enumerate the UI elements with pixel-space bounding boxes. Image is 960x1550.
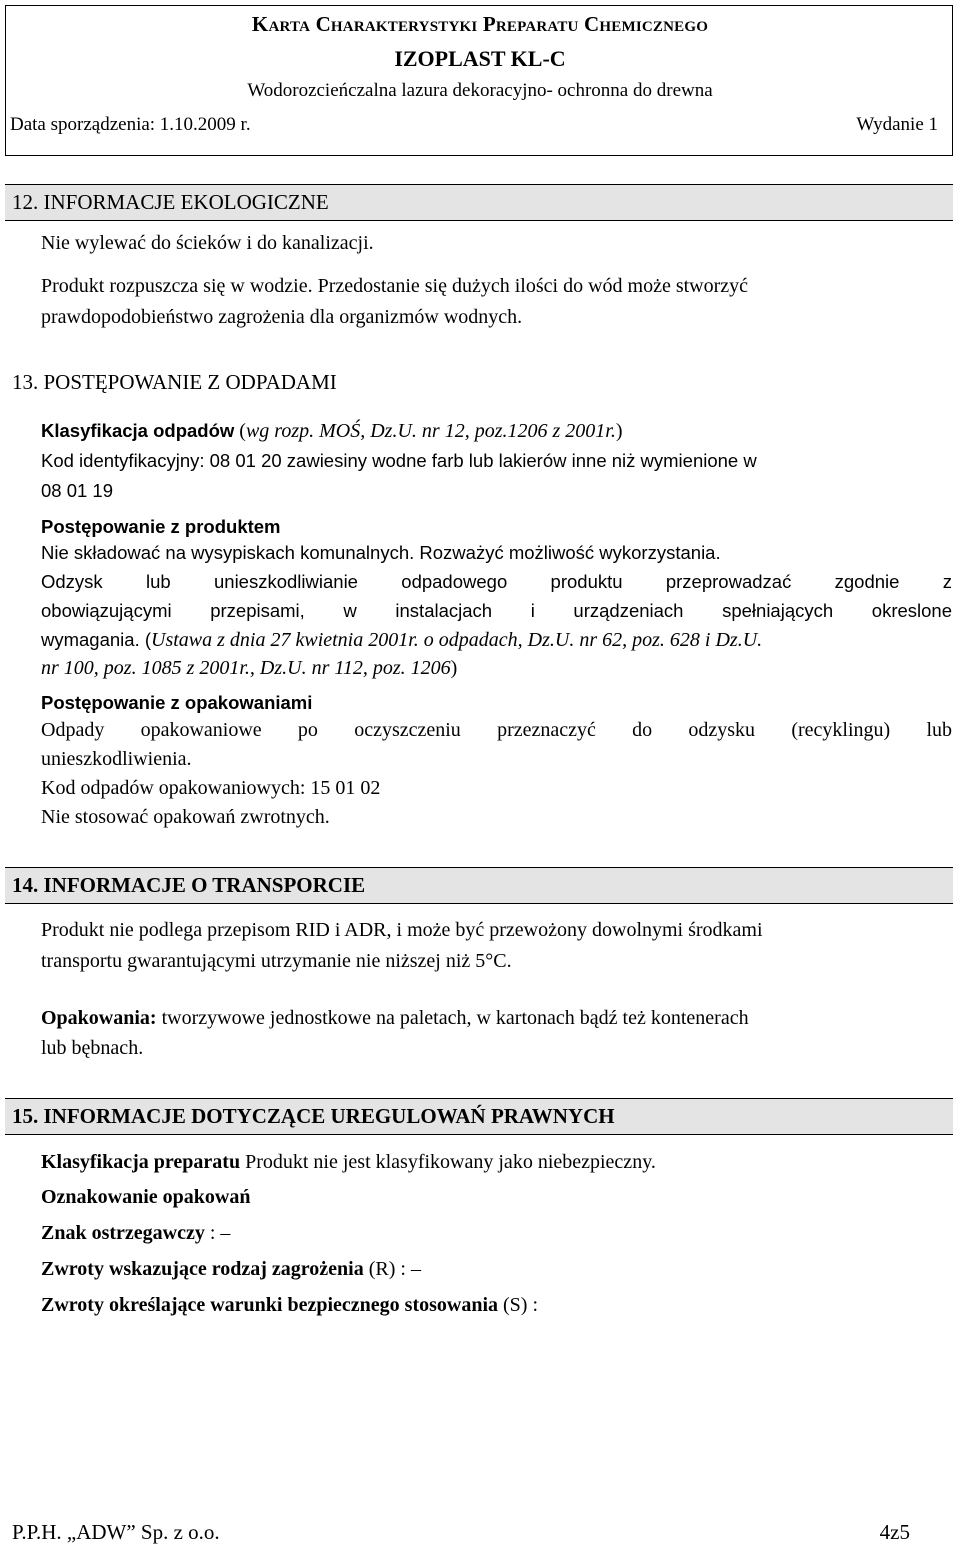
packaging-description: tworzywowe jednostkowe na paletach, w kartonach bądź też kontenerach bbox=[156, 1007, 749, 1029]
safety-phrases-label: Zwroty określające warunki bezpiecznego stosowania bbox=[41, 1294, 499, 1316]
product-handling-line-4 bbox=[41, 625, 762, 655]
warning-sign bbox=[41, 1219, 230, 1248]
preparation-classification bbox=[41, 1148, 656, 1177]
s12-paragraph-1: Nie wylewać do ścieków i do kanalizacji. bbox=[41, 232, 374, 254]
legal-reference-paren-close: ) bbox=[450, 657, 458, 679]
footer-page-number: 4z5 bbox=[879, 1520, 910, 1544]
preparation-classification-label: Klasyfikacja preparatu bbox=[41, 1151, 241, 1173]
waste-classification-label: Klasyfikacja odpadów bbox=[41, 420, 235, 441]
labelling-heading: Oznakowanie opakowań bbox=[41, 1186, 251, 1208]
section-15-heading-text: 15. INFORMACJE DOTYCZĄCE UREGULOWAŃ PRAWNYCH bbox=[12, 1104, 615, 1128]
document-title: Karta Charakterystyki Preparatu Chemicznego bbox=[251, 12, 709, 36]
footer-company: P.P.H. „ADW” Sp. z o.o. bbox=[12, 1520, 220, 1544]
s12-paragraph-2-line-1: Produkt rozpuszcza się w wodzie. Przedostanie się dużych ilości do wód może stworzyć bbox=[41, 275, 749, 297]
warning-sign-label: Znak ostrzegawczy bbox=[41, 1222, 205, 1244]
packaging-line-1 bbox=[41, 1004, 749, 1033]
packaging-return-note: Nie stosować opakowań zwrotnych. bbox=[41, 806, 330, 828]
risk-phrases-value: (R) : – bbox=[363, 1258, 421, 1280]
packaging-handling-line-2: unieszkodliwienia. bbox=[41, 748, 192, 770]
legal-reference-line-1: Ustawa z dnia 27 kwietnia 2001r. o odpadach, Dz.U. nr 62, poz. 628 i Dz.U. bbox=[151, 629, 763, 651]
section-13-heading: 13. POSTĘPOWANIE Z ODPADAMI bbox=[12, 370, 337, 394]
preparation-classification-value: Produkt nie jest klasyfikowany jako niebezpieczny. bbox=[240, 1151, 656, 1173]
product-name: IZOPLAST KL-C bbox=[394, 46, 566, 71]
waste-classification-paren-close: ) bbox=[615, 420, 623, 442]
transport-line-1: Produkt nie podlega przepisom RID i ADR, i może być przewożony dowolnymi środkami bbox=[41, 919, 763, 941]
risk-phrases bbox=[41, 1255, 421, 1284]
s12-paragraph-2-line-2: prawdopodobieństwo zagrożenia dla organizmów wodnych. bbox=[41, 306, 523, 328]
edition-number: Wydanie 1 bbox=[856, 114, 938, 135]
section-12-heading-text: 12. INFORMACJE EKOLOGICZNE bbox=[12, 190, 329, 214]
section-15-heading bbox=[5, 1098, 953, 1135]
risk-phrases-label: Zwroty wskazujące rodzaj zagrożenia bbox=[41, 1258, 364, 1280]
waste-classification-paren-open: ( bbox=[234, 420, 246, 442]
product-handling-line-5 bbox=[41, 654, 457, 683]
product-handling-line-1: Nie składować na wysypiskach komunalnych. Rozważyć możliwość wykorzystania. bbox=[41, 542, 721, 563]
section-14-heading-text: 14. INFORMACJE O TRANSPORCIE bbox=[12, 873, 366, 897]
packaging-handling-heading: Postępowanie z opakowaniami bbox=[41, 692, 313, 713]
product-handling-heading: Postępowanie z produktem bbox=[41, 516, 281, 537]
waste-code-line-1: Kod identyfikacyjny: 08 01 20 zawiesiny wodne farb lub lakierów inne niż wymienione w bbox=[41, 450, 757, 471]
waste-code-line-2: 08 01 19 bbox=[41, 480, 114, 501]
packaging-handling-line-1: Odpady opakowaniowe po oczyszczeniu przeznaczyć do odzysku (recyklingu) lub bbox=[41, 719, 952, 741]
waste-classification bbox=[41, 416, 623, 446]
safety-phrases bbox=[41, 1291, 538, 1320]
product-description: Wodorozcieńczalna lazura dekoracyjno- ochronna do drewna bbox=[247, 80, 713, 101]
waste-classification-reference: wg rozp. MOŚ, Dz.U. nr 12, poz.1206 z 2001r. bbox=[245, 420, 616, 442]
legal-reference-line-2: nr 100, poz. 1085 z 2001r., Dz.U. nr 112, poz. 1206 bbox=[41, 657, 451, 679]
product-handling-line-3: obowiązującymi przepisami, w instalacjach i urządzeniach spełniających okreslone bbox=[41, 600, 952, 621]
transport-line-2: transportu gwarantującymi utrzymanie nie niższej niż 5°C. bbox=[41, 950, 512, 972]
warning-sign-value: : – bbox=[204, 1222, 231, 1244]
product-handling-line-4-text: wymagania. ( bbox=[41, 629, 152, 650]
packaging-line-2: lub bębnach. bbox=[41, 1037, 144, 1059]
section-14-heading bbox=[5, 867, 953, 904]
preparation-date: Data sporządzenia: 1.10.2009 r. bbox=[10, 114, 251, 135]
section-12-heading bbox=[5, 184, 953, 221]
safety-phrases-value: (S) : bbox=[498, 1294, 539, 1316]
packaging-waste-code: Kod odpadów opakowaniowych: 15 01 02 bbox=[41, 777, 381, 799]
product-handling-line-2: Odzysk lub unieszkodliwianie odpadowego produktu przeprowadzać zgodnie z bbox=[41, 571, 952, 592]
packaging-label: Opakowania: bbox=[41, 1007, 157, 1029]
